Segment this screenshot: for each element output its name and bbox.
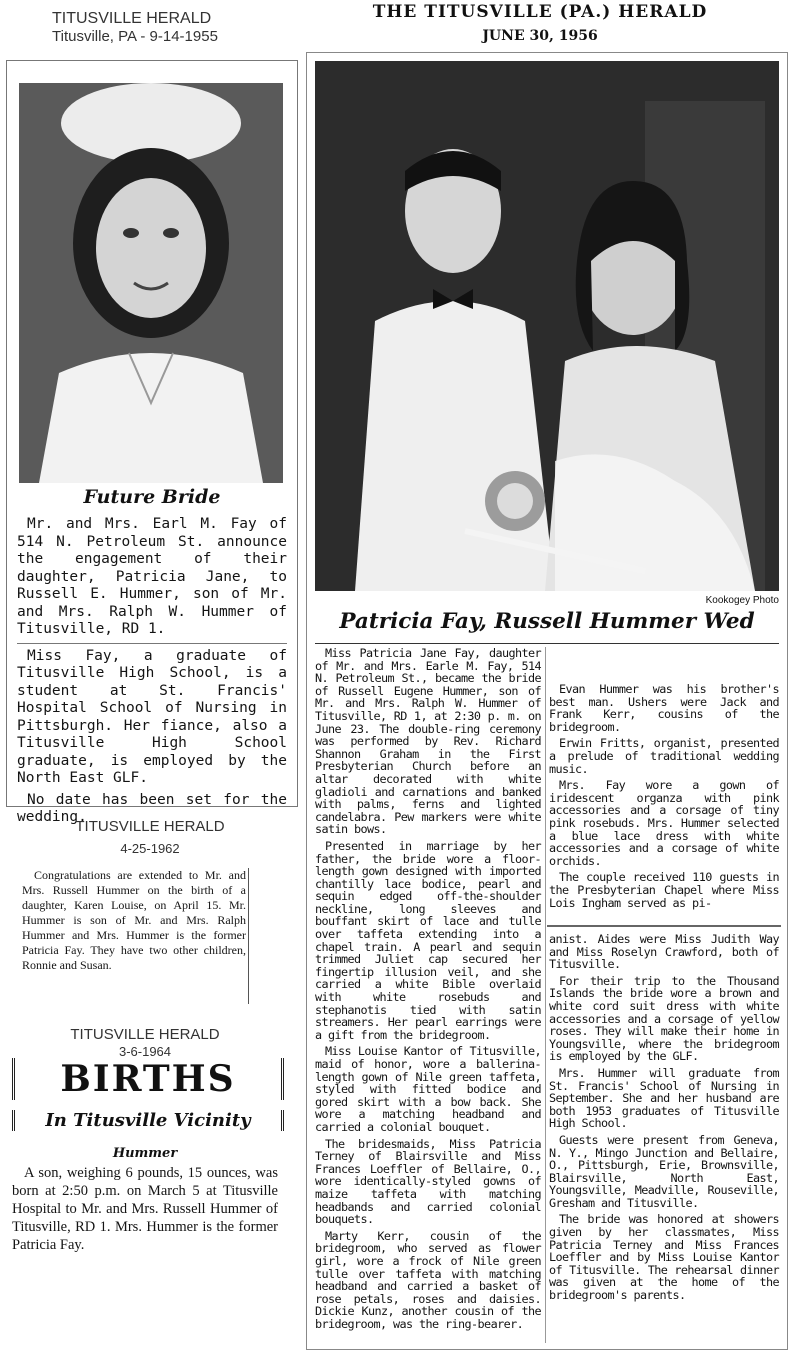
clip1-source-label [52,10,272,46]
clip1-paper-location-date: Titusville, PA - 9-14-1955 [52,28,218,45]
wedding-col2-continued-3: Mrs. Hummer will graduate from St. Francis' School of Nursing in September. She and her husband are both 1953 graduates of Titusville High School. [549,1065,779,1131]
births-clipping [12,1058,278,1288]
wedding-col2-paragraph-1: Evan Hummer was his brother's best man. Ushers were Jack and Frank Kerr, cousins of the bridegroom. [549,682,779,734]
portrait-figure-icon [19,83,283,483]
wedding-column-separator [545,647,546,1343]
wedding-headline-rule [315,643,779,644]
clip4-paper-name: TITUSVILLE HERALD [70,1026,220,1043]
wedding-clipping [306,52,788,1350]
births-headline: BIRTHS [12,1058,284,1100]
daughter-birth-clipping [22,868,249,1004]
clip3-paper-name: TITUSVILLE HERALD [75,818,225,835]
wedding-paper-date: JUNE 30, 1956 [482,28,598,44]
wedding-col1-paragraph-4: The bridesmaids, Miss Patricia Terney of Blairsville and Miss Frances Loeffler of Bellaire, O., wore identically-styled gowns of maize taffeta with matching headbands and carried colonial bouquets. [315,1136,541,1227]
wedding-col2-continued-1: anist. Aides were Miss Judith Way and Miss Roselyn Crawford, both of Titusville. [549,932,779,972]
wedding-paper-name: THE TITUSVILLE (PA.) HERALD [372,2,708,22]
future-bride-article [17,516,287,831]
wedding-col2-continued-4: Guests were present from Geneva, N. Y., Mingo Junction and Bellaire, O., Pittsburgh, Erie, Brownsville, Blairsville, North East, Youngsville, Meadville, Rouseville, Gresham and Titusville. [549,1132,779,1210]
wedding-column-2-bottom [549,933,779,1306]
clip1-paper-name: TITUSVILLE HERALD [52,10,212,27]
future-bride-clipping [6,60,298,825]
wedding-col1-paragraph-5: Marty Kerr, cousin of the bridegroom, who served as flower girl, wore a frock of Nile green tulle over taffeta with matching headband and carried a basket of rose petals, roses and daisies. Dickie Kunz, another cousin of the bridegroom, was the ring-bearer. [315,1228,541,1331]
births-text: A son, weighing 6 pounds, 15 ounces, was born at 2:50 p.m. on March 5 at Titusville Hospital to Mr. and Mrs. Russell Hummer of Titusville, RD 1. Mrs. Hummer is the former Patricia Fay. [12,1165,278,1253]
wedding-couple-figure-icon [315,61,779,591]
clip4-source-label [0,1026,290,1060]
wedding-continuation-rule [547,925,781,927]
wedding-couple-photo [315,61,779,591]
wedding-col1-paragraph-2: Presented in marriage by her father, the bride wore a floor-length gown designed with imported chantilly lace bodice, pearl and sequin edged off-the-shoulder neckline, long sleeves and bouffant skirt of lace and tulle over taffeta extending into a chapel train. A pearl and sequin trimmed Juliet cap secured her fingertip illusion veil, and she carried a white Bible overlaid with white rosebuds and stephanotis tied with satin streamers. Her pearl earrings were a gift from the bridegroom. [315,838,541,1042]
future-bride-paragraph-1: Mr. and Mrs. Earl M. Fay of 514 N. Petroleum St. announce the engagement of their daughter, Patricia Jane, to Russell E. Hummer, son of Mr. and Mrs. Ralph W. Hummer of Titusville, RD 1. [17,516,287,637]
future-bride-paragraph-2: Miss Fay, a graduate of Titusville High School, is a student at St. Francis' Hospital School of Nursing in Pittsburgh. Her fiance, also a Titusville High School graduate, is employed by the North East GLF. [17,647,287,786]
wedding-headline: Patricia Fay, Russell Hummer Wed [339,609,755,634]
wedding-column-2-top [549,683,779,913]
future-bride-headline: Future Bride [83,486,221,508]
clip3-source-label [0,816,300,860]
wedding-col2-continued-2: For their trip to the Thousand Islands the bride wore a brown and white cord suit dress with white accessories and a corsage of yellow roses. They will make their home in Youngsville, where the bridegroom is employed by the GLF. [549,973,779,1064]
wedding-photo-credit: Kookogey Photo [705,595,779,606]
births-subhead: In Titusville Vicinity [12,1110,284,1131]
wedding-column-1 [315,647,541,1334]
births-family-name: Hummer [112,1146,178,1161]
wedding-col2-paragraph-3: Mrs. Fay wore a gown of iridescent organza with pink accessories and a corsage of tiny pink rosebuds. Mrs. Hummer selected a blue lace dress with white accessories and a corsage of white orchids. [549,778,779,868]
wedding-col1-paragraph-3: Miss Louise Kantor of Titusville, maid of honor, wore a ballerina-length gown of Nile green taffeta, styled with fitted bodice and gored skirt with a bow back. She wore a matching headband and carried a colonial bouquet. [315,1044,541,1134]
wedding-col2-continued-5: The bride was honored at showers given by her classmates, Miss Patricia Terney and Miss Frances Loeffler and by Miss Louise Kantor of Titusville. The rehearsal dinner was given at the home of the bridegroom's parents. [549,1212,779,1303]
wedding-col1-paragraph-1: Miss Patricia Jane Fay, daughter of Mr. and Mrs. Earle M. Fay, 514 N. Petroleum St., became the bride of Russell Eugene Hummer, son of Mr. and Mrs. Ralph W. Hummer of Titusville, RD 1, at 2:30 p. m. on June 23. The double-ring ceremony was performed by Rev. Richard Shannon Graham in the First Presbyterian Church before an altar decorated with white gladioli and carnations and banked with palms, ferns and lighted candelabra. Pew markers were white satin bows. [315,646,541,837]
clip3-date: 4-25-1962 [120,841,180,856]
bride-portrait-photo [19,83,283,483]
daughter-birth-text: Congratulations are extended to Mr. and Mrs. Russell Hummer on the birth of a daughter, Karen Louise, on April 15. Mr. Hummer is son of Mr. and Mrs. Ralph Hummer and Mrs. Hummer is the former Patricia Fay. They have two other children, Ronnie and Susan. [22,868,246,972]
future-bride-paragraph-3: No date has been set for the wedding. [17,791,287,825]
future-bride-divider [17,643,287,644]
wedding-masthead [330,2,750,44]
clip4-date: 3-6-1964 [118,1044,172,1059]
wedding-col2-paragraph-4: The couple received 110 guests in the Presbyterian Chapel where Miss Lois Ingham served as pi- [549,870,779,910]
wedding-col2-paragraph-2: Erwin Fritts, organist, presented a prelude of traditional wedding music. [549,736,779,776]
